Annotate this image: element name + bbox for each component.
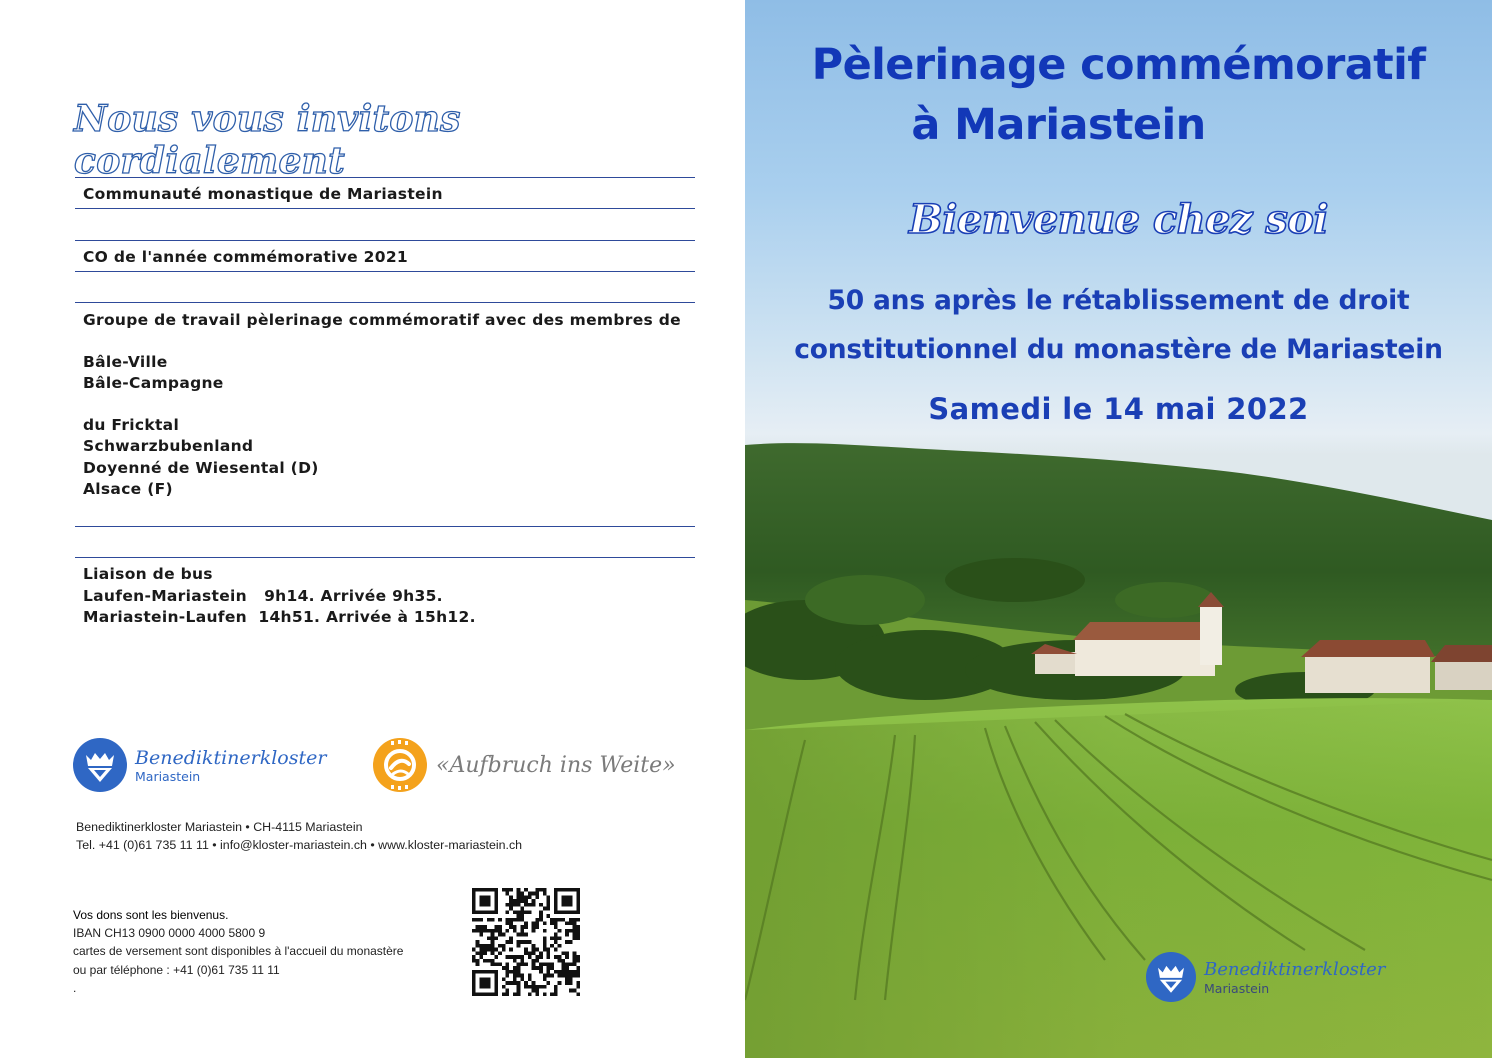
cover-title [745, 35, 1492, 155]
cover-title-line: Pèlerinage commémoratif [811, 40, 1426, 90]
qr-code-icon[interactable] [472, 888, 580, 996]
divider [75, 302, 695, 303]
address-line: Benediktinerkloster Mariastein • CH-4115 Mariastein [76, 820, 363, 834]
landscape-photo [745, 0, 1492, 1058]
crown-logo-icon [73, 738, 127, 792]
kloster-logo-sub: Mariastein [1204, 980, 1270, 996]
kloster-logo [1146, 952, 1385, 1002]
aufbruch-logo [373, 738, 676, 792]
divider [75, 208, 695, 209]
bus-line-return: Mariastein-Laufen 14h51. Arrivée à 15h12. [83, 608, 476, 626]
cover-panel [745, 0, 1492, 1058]
invite-title: Nous vous invitons cordialement [74, 98, 461, 182]
kloster-logo [73, 738, 326, 792]
org-commemorative-committee: CO de l'année commémorative 2021 [83, 248, 408, 266]
bus-line-outbound: Laufen-Mariastein 9h14. Arrivée 9h35. [83, 586, 443, 605]
divider [75, 240, 695, 241]
working-group-heading: Groupe de travail pèlerinage commémoratif avec des membres de [83, 311, 681, 329]
address [76, 818, 696, 854]
divider [75, 557, 695, 558]
iban: IBAN CH13 0900 0000 4000 5800 9 [73, 926, 266, 941]
sun-logo-icon [373, 738, 427, 792]
kloster-logo-sub: Mariastein [135, 768, 201, 784]
divider [75, 526, 695, 527]
welcome-slogan: Bienvenue chez soi [909, 196, 1328, 243]
member-region: Alsace (F) [83, 480, 173, 498]
donation-end: . [73, 980, 77, 995]
cover-subtitle-line: 50 ans après le rétablissement de droit [827, 285, 1410, 316]
cover-subtitle [745, 276, 1492, 374]
donation-note: cartes de versement sont disponibles à l'accueil du monastère [73, 944, 404, 959]
event-date: Samedi le 14 mai 2022 [928, 392, 1309, 426]
member-region: du Fricktal [83, 415, 180, 434]
divider [75, 177, 695, 178]
contact-line: Tel. +41 (0)61 735 11 11 • info@kloster-mariastein.ch • www.kloster-mariastein.ch [76, 838, 523, 852]
member-region: Doyenné de Wiesental (D) [83, 458, 319, 477]
aufbruch-slogan: «Aufbruch ins Weite» [436, 752, 676, 778]
cover-subtitle-line: constitutionnel du monastère de Mariastein [794, 334, 1443, 365]
donation-info [73, 906, 463, 997]
divider [75, 271, 695, 272]
bus-heading: Liaison de bus [83, 565, 213, 583]
member-region: Bâle-Ville [83, 352, 168, 371]
member-region: Schwarzbubenland [83, 437, 254, 455]
kloster-logo-name: Benediktinerkloster [1204, 958, 1386, 980]
org-monastic-community: Communauté monastique de Mariastein [83, 185, 443, 203]
kloster-logo-name: Benediktinerkloster [135, 746, 327, 769]
bus-connection [83, 564, 703, 629]
donation-phone: ou par téléphone : +41 (0)61 735 11 11 [73, 962, 280, 977]
crown-logo-icon [1146, 952, 1196, 1002]
cover-title-line: à Mariastein [911, 100, 1206, 150]
working-group [83, 310, 703, 501]
left-panel [0, 0, 745, 1058]
member-region: Bâle-Campagne [83, 374, 224, 392]
donation-heading: Vos dons sont les bienvenus. [73, 908, 229, 922]
